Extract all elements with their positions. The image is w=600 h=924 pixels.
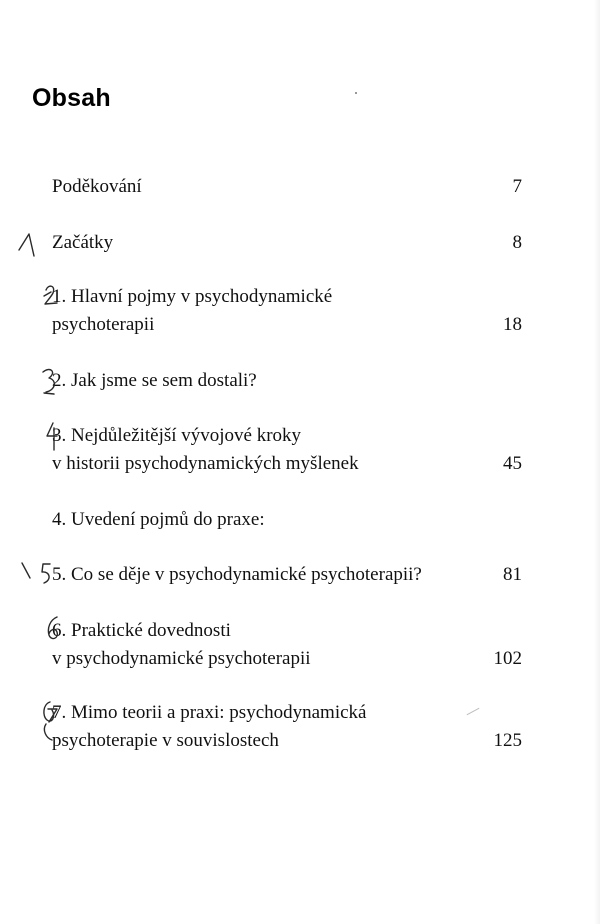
toc-entry-chapter-7-continued: psychoterapie v souvislostech [52,730,279,751]
toc-entry-beginnings: Začátky [52,232,114,253]
handwritten-mark-2 [42,282,60,310]
toc-entry-chapter-5: 5. Co se děje v psychodynamické psychoterapii? [52,564,422,585]
toc-entry-acknowledgements: Poděkování [52,176,142,197]
toc-page-number: 18 [503,314,522,335]
scan-speck [355,92,357,94]
toc-entry-chapter-1-continued: psychoterapii [52,314,155,335]
handwritten-mark-1 [16,226,46,262]
handwritten-mark-6 [44,614,62,644]
toc-entry-chapter-3: 3. Nejdůležitější vývojové kroky [52,425,302,446]
toc-entry-chapter-4: 4. Uvedení pojmů do praxe: [52,509,265,530]
toc-page-number: 102 [493,648,522,669]
toc-entry-chapter-1: 1. Hlavní pojmy v psychodynamické [52,286,333,307]
toc-page-number: 45 [503,453,522,474]
handwritten-mark-3 [40,366,60,398]
toc-entry-chapter-6-continued: v psychodynamické psychoterapii [52,648,311,669]
toc-entry-chapter-6: 6. Praktické dovednosti [52,620,231,641]
scan-speck [467,708,480,715]
toc-page-number: 8 [512,232,522,253]
handwritten-mark-4 [44,420,60,454]
paper-edge [594,0,600,924]
handwritten-mark-7 [40,698,62,744]
toc-entry-chapter-7: 7. Mimo teorii a praxi: psychodynamická [52,702,367,723]
toc-page-number: 81 [503,564,522,585]
toc-entry-chapter-2: 2. Jak jsme se sem dostali? [52,370,257,391]
toc-page-number: 7 [512,176,522,197]
handwritten-mark-5 [20,560,58,590]
page-title: Obsah [32,84,111,112]
toc-page-number: 125 [493,730,522,751]
toc-entry-chapter-3-continued: v historii psychodynamických myšlenek [52,453,359,474]
